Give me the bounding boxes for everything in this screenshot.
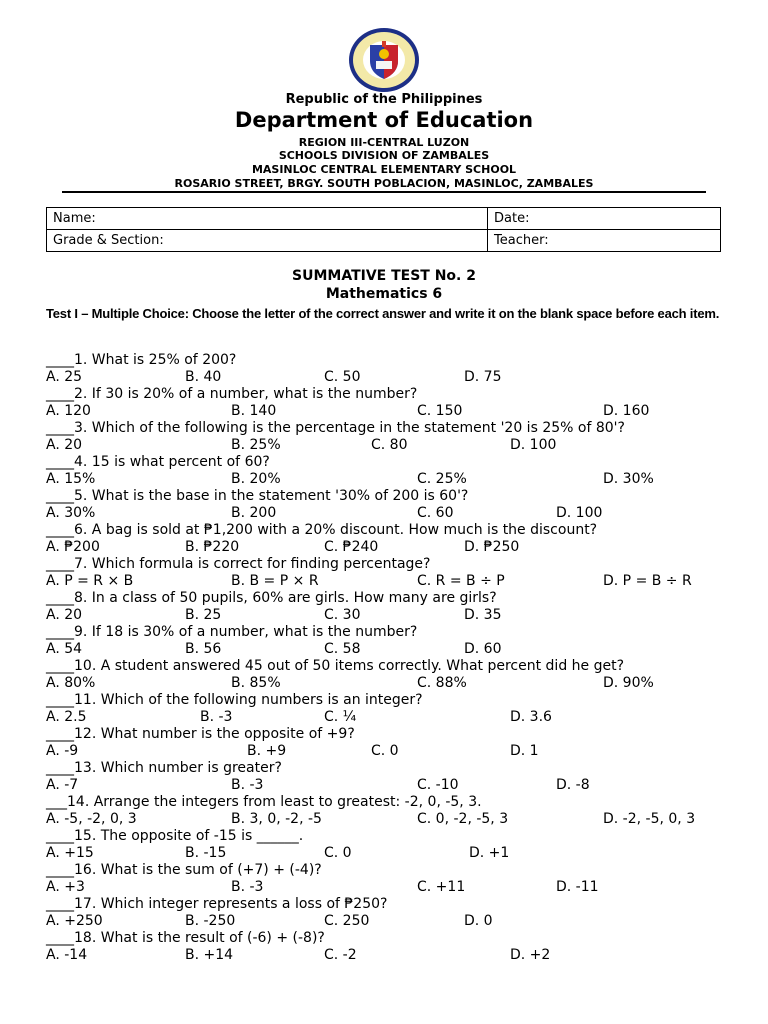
address-line: ROSARIO STREET, BRGY. SOUTH POBLACION, MASINLOC, ZAMBALES [174, 177, 594, 190]
name-field[interactable]: Name: [47, 208, 488, 230]
option-a: A. 2.5 [46, 709, 87, 725]
option-d: D. P = B ÷ R [603, 573, 692, 589]
option-b: B. 25 [185, 607, 222, 623]
option-c: C. 88% [417, 675, 467, 691]
question-16-options [46, 879, 746, 896]
date-field[interactable]: Date: [488, 208, 721, 230]
question-16: ____16. What is the sum of (+7) + (-4)? [46, 862, 322, 878]
option-d: D. -8 [556, 777, 590, 793]
question-list [46, 352, 746, 964]
question-8: ____8. In a class of 50 pupils, 60% are girls. How many are girls? [46, 590, 497, 606]
question-12: ____12. What number is the opposite of +9? [46, 726, 355, 742]
question-17: ____17. Which integer represents a loss of ₱250? [46, 896, 388, 912]
department-heading: Department of Education [234, 108, 534, 132]
header-divider [62, 191, 706, 193]
republic-heading: Republic of the Philippines [285, 92, 483, 107]
question-3: ____3. Which of the following is the percentage in the statement '20 is 25% of 80'? [46, 420, 625, 436]
option-c: C. 50 [324, 369, 361, 385]
option-a: A. ₱200 [46, 539, 100, 555]
option-d: D. +1 [469, 845, 510, 861]
question-6: ____6. A bag is sold at ₱1,200 with a 20% discount. How much is the discount? [46, 522, 598, 538]
question-5-options [46, 505, 746, 522]
option-d: D. 60 [464, 641, 502, 657]
question-13-options [46, 777, 746, 794]
option-c: C. 0 [371, 743, 399, 759]
teacher-field[interactable]: Teacher: [488, 230, 721, 252]
question-1: ____1. What is 25% of 200? [46, 352, 237, 368]
grade-section-field[interactable]: Grade & Section: [47, 230, 488, 252]
option-a: A. 20 [46, 437, 83, 453]
question-4-options [46, 471, 746, 488]
option-a: A. 80% [46, 675, 96, 691]
option-b: B. +9 [247, 743, 287, 759]
option-b: B. 25% [231, 437, 281, 453]
subject-title: Mathematics 6 [325, 286, 443, 302]
option-d: D. -2, -5, 0, 3 [603, 811, 696, 827]
option-c: C. -2 [324, 947, 357, 963]
option-a: A. 20 [46, 607, 83, 623]
question-17-options [46, 913, 746, 930]
question-15: ____15. The opposite of -15 is ______. [46, 828, 304, 844]
question-4: ____4. 15 is what percent of 60? [46, 454, 270, 470]
option-c: C. +11 [417, 879, 466, 895]
question-6-options [46, 539, 746, 556]
option-a: A. +15 [46, 845, 94, 861]
option-a: A. 25 [46, 369, 83, 385]
option-a: A. 54 [46, 641, 83, 657]
option-c: C. R = B ÷ P [417, 573, 505, 589]
option-b: B. ₱220 [185, 539, 240, 555]
region-line: REGION III-CENTRAL LUZON [298, 136, 470, 149]
option-a: A. +3 [46, 879, 85, 895]
question-2: ____2. If 30 is 20% of a number, what is the number? [46, 386, 418, 402]
option-c: C. 58 [324, 641, 361, 657]
option-a: A. -9 [46, 743, 79, 759]
option-d: D. +2 [510, 947, 551, 963]
question-18: ____18. What is the result of (-6) + (-8)? [46, 930, 325, 946]
test-title: SUMMATIVE TEST No. 2 [292, 268, 476, 284]
question-7-options [46, 573, 746, 590]
test-instruction: Test I – Multiple Choice: Choose the letter of the correct answer and write it on the blank space before each item. [46, 306, 720, 321]
option-a: A. 15% [46, 471, 96, 487]
option-c: C. -10 [417, 777, 459, 793]
option-d: D. 75 [464, 369, 502, 385]
option-c: C. 60 [417, 505, 454, 521]
option-d: D. 35 [464, 607, 502, 623]
option-a: A. 120 [46, 403, 91, 419]
option-c: C. 25% [417, 471, 467, 487]
question-14: ___14. Arrange the integers from least to greatest: -2, 0, -5, 3. [46, 794, 482, 810]
option-c: C. 0, -2, -5, 3 [417, 811, 509, 827]
option-b: B. 40 [185, 369, 222, 385]
option-a: A. -5, -2, 0, 3 [46, 811, 137, 827]
option-b: B. 3, 0, -2, -5 [231, 811, 322, 827]
option-a: A. -14 [46, 947, 88, 963]
question-9: ____9. If 18 is 30% of a number, what is the number? [46, 624, 418, 640]
question-15-options [46, 845, 746, 862]
question-12-options [46, 743, 746, 760]
question-13: ____13. Which number is greater? [46, 760, 282, 776]
option-d: D. ₱250 [464, 539, 520, 555]
option-b: B. 56 [185, 641, 222, 657]
question-9-options [46, 641, 746, 658]
option-c: C. 0 [324, 845, 352, 861]
option-b: B. -250 [185, 913, 236, 929]
question-18-options [46, 947, 746, 964]
option-c: C. 80 [371, 437, 408, 453]
option-d: D. 0 [464, 913, 493, 929]
deped-seal-logo [347, 27, 421, 93]
question-3-options [46, 437, 746, 454]
student-info-table [46, 207, 721, 252]
option-d: D. -11 [556, 879, 599, 895]
question-1-options [46, 369, 746, 386]
division-line: SCHOOLS DIVISION OF ZAMBALES [278, 149, 490, 162]
option-b: B. -3 [231, 879, 264, 895]
school-line: MASINLOC CENTRAL ELEMENTARY SCHOOL [251, 163, 517, 176]
option-c: C. 150 [417, 403, 463, 419]
question-8-options [46, 607, 746, 624]
option-d: D. 90% [603, 675, 654, 691]
option-b: B. 20% [231, 471, 281, 487]
option-b: B. 200 [231, 505, 277, 521]
option-d: D. 160 [603, 403, 650, 419]
option-d: D. 3.6 [510, 709, 552, 725]
question-11-options [46, 709, 746, 726]
option-b: B. +14 [185, 947, 234, 963]
option-b: B. -3 [200, 709, 233, 725]
question-2-options [46, 403, 746, 420]
option-a: A. P = R × B [46, 573, 134, 589]
option-b: B. B = P × R [231, 573, 319, 589]
option-d: D. 30% [603, 471, 654, 487]
option-d: D. 1 [510, 743, 539, 759]
option-d: D. 100 [510, 437, 557, 453]
question-7: ____7. Which formula is correct for finding percentage? [46, 556, 431, 572]
option-b: B. 85% [231, 675, 281, 691]
option-a: A. 30% [46, 505, 96, 521]
option-c: C. ¼ [324, 709, 357, 725]
question-10-options [46, 675, 746, 692]
option-b: B. -3 [231, 777, 264, 793]
option-b: B. -15 [185, 845, 227, 861]
question-11: ____11. Which of the following numbers is an integer? [46, 692, 423, 708]
question-10: ____10. A student answered 45 out of 50 items correctly. What percent did he get? [46, 658, 625, 674]
option-c: C. 250 [324, 913, 370, 929]
option-c: C. ₱240 [324, 539, 379, 555]
question-14-options [46, 811, 746, 828]
option-a: A. +250 [46, 913, 103, 929]
option-a: A. -7 [46, 777, 79, 793]
option-d: D. 100 [556, 505, 603, 521]
option-c: C. 30 [324, 607, 361, 623]
option-b: B. 140 [231, 403, 277, 419]
question-5: ____5. What is the base in the statement '30% of 200 is 60'? [46, 488, 469, 504]
